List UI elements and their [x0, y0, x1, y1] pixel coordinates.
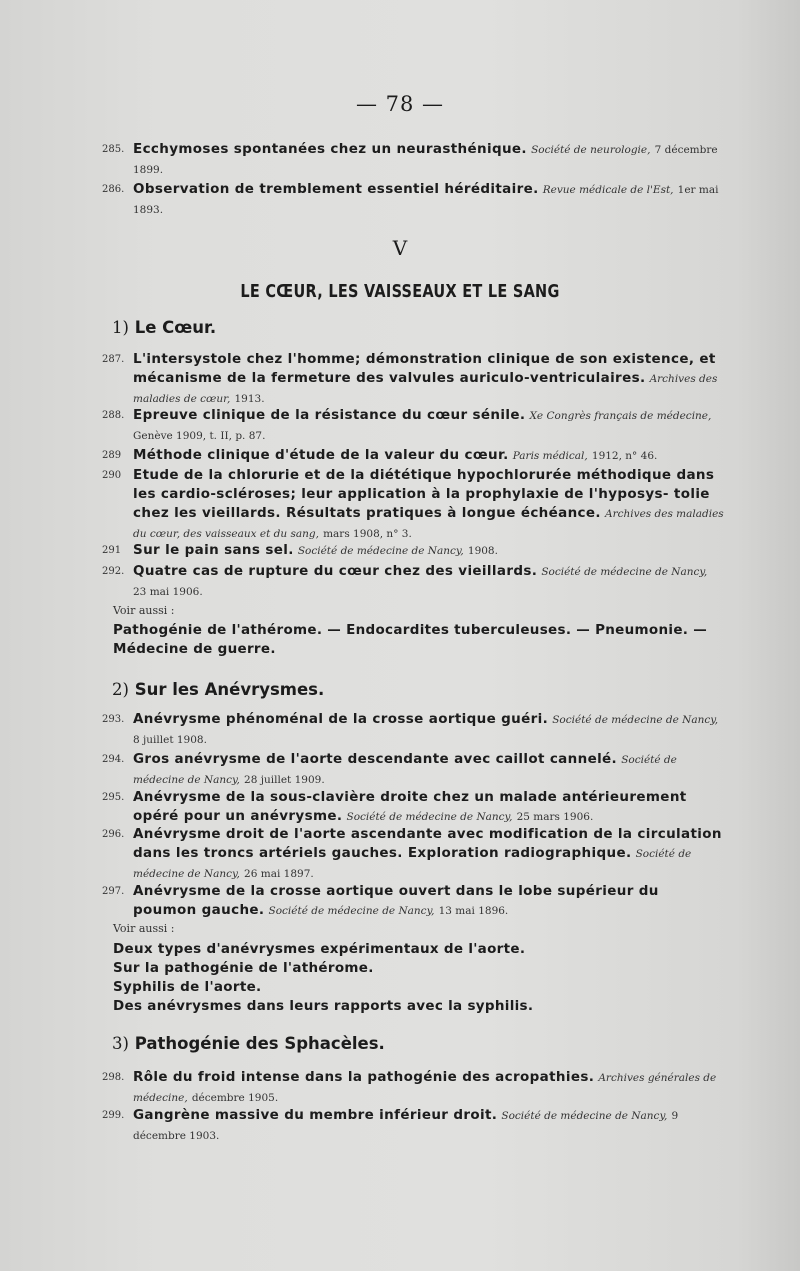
entry-number: 290 — [102, 470, 122, 481]
entry-number: 299. — [102, 1110, 125, 1121]
entry-details: 25 mars 1906. — [516, 811, 594, 823]
see-also-label: Voir aussi : — [113, 604, 175, 617]
see-also-item: Des anévrysmes dans leurs rapports avec la syphilis. — [113, 998, 534, 1014]
entry-number: 296. — [102, 829, 125, 840]
list-item — [102, 446, 724, 466]
entry-details: 8 juillet 1908. — [133, 734, 207, 746]
entry-number: 297. — [102, 886, 125, 897]
entry-details: 1913. — [234, 393, 265, 405]
entry-number: 288. — [102, 410, 125, 421]
entry-source: Société de médecine de Nancy, — [552, 714, 719, 726]
entry-title: Observation de tremblement essentiel héréditaire. — [133, 181, 539, 197]
entry-details: 13 mai 1896. — [438, 905, 509, 917]
subsection-title: Le Cœur. — [134, 318, 217, 337]
section-numeral: V — [392, 236, 408, 260]
entry-details: 26 mai 1897. — [244, 868, 314, 880]
entry-source: Archives des maladies de cœur, — [133, 373, 718, 405]
subsection-heading — [112, 680, 324, 699]
entry-number: 289 — [102, 450, 122, 461]
entry-source: Société de médecine de Nancy, — [501, 1110, 668, 1122]
entry-details: Genève 1909, t. II, p. 87. — [133, 430, 266, 442]
subsection-heading — [112, 318, 216, 337]
subsection-number: 1) — [112, 318, 129, 337]
entry-number: 298. — [102, 1072, 125, 1083]
page-number: — 78 — — [355, 92, 445, 116]
entry-source: Société de médecine de Nancy, — [541, 566, 708, 578]
entry-details: 1er mai 1893. — [133, 184, 719, 216]
entry-number: 286. — [102, 184, 125, 195]
entry-number: 291 — [102, 545, 122, 556]
subsection-number: 3) — [112, 1034, 129, 1053]
entry-title: Rôle du froid intense dans la pathogénie des acropathies. — [133, 1069, 595, 1085]
entry-details: mars 1908, n° 3. — [323, 528, 412, 540]
see-also-item: Syphilis de l'aorte. — [113, 979, 262, 995]
entry-details: 9 décembre 1903. — [133, 1110, 679, 1142]
list-item — [102, 180, 724, 220]
entry-title: Anévrysme de la sous-clavière droite chez un malade antérieurement opéré pour un anévrysme. — [133, 789, 687, 824]
subsection-title: Sur les Anévrysmes. — [134, 680, 325, 699]
subsection-heading — [112, 1034, 385, 1053]
entry-number: 293. — [102, 714, 125, 725]
entry-details: 1908. — [467, 545, 498, 557]
see-also-item: Sur la pathogénie de l'athérome. — [113, 960, 374, 976]
entry-title: Ecchymoses spontanées chez un neurasthénique. — [133, 141, 527, 157]
entry-title: Sur le pain sans sel. — [133, 542, 294, 558]
entry-title: Gros anévrysme de l'aorte descendante avec caillot cannelé. — [133, 751, 618, 767]
list-item — [102, 466, 724, 544]
entry-source: Société de médecine de Nancy, — [297, 545, 464, 557]
entry-title: Anévrysme de la crosse aortique ouvert dans le lobe supérieur du poumon gauche. — [133, 883, 659, 918]
subsection-title: Pathogénie des Sphacèles. — [134, 1034, 385, 1053]
subsection-number: 2) — [112, 680, 129, 699]
entry-source: Archives des maladies du cœur, des vaisseaux et du sang, — [133, 508, 724, 540]
list-item — [102, 406, 724, 446]
entry-number: 295. — [102, 792, 125, 803]
list-item — [102, 825, 724, 884]
entry-source: Société de neurologie, — [531, 144, 651, 156]
list-item — [102, 541, 724, 561]
list-item — [102, 750, 724, 790]
list-item — [102, 710, 724, 750]
entry-source: Société de médecine de Nancy, — [133, 848, 692, 880]
entry-details: 28 juillet 1909. — [244, 774, 325, 786]
entry-title: Epreuve clinique de la résistance du cœur sénile. — [133, 407, 526, 423]
entry-title: Anévrysme phénoménal de la crosse aortique guéri. — [133, 711, 549, 727]
see-also-label: Voir aussi : — [113, 922, 175, 935]
list-item — [102, 882, 724, 921]
entry-source: Paris médical, — [512, 450, 588, 462]
entry-number: 287. — [102, 354, 125, 365]
entry-source: Archives générales de médecine, — [133, 1072, 717, 1104]
entry-title: L'intersystole chez l'homme; démonstration clinique de son existence, et mécanisme de la fermeture des valvules auriculo-ventriculaires. — [133, 351, 716, 386]
entry-source: Xe Congrès français de médecine, — [529, 410, 712, 422]
list-item — [102, 788, 724, 827]
entry-title: Anévrysme droit de l'aorte ascendante avec modification de la circulation dans les troncs artériels gauches. Exploration radiographique. — [133, 826, 722, 861]
entry-details: 23 mai 1906. — [133, 586, 203, 598]
entry-source: Société de médecine de Nancy, — [346, 811, 513, 823]
entry-details: 1912, n° 46. — [591, 450, 658, 462]
entry-title: Etude de la chlorurie et de la diététique hypochlorurée méthodique dans les cardio-scléroses; leur application à la prophylaxie de l'hyposys- tolie chez les vieillards. Résultats pratiques à longue échéance. — [133, 467, 715, 521]
entry-number: 285. — [102, 144, 125, 155]
entry-title: Méthode clinique d'étude de la valeur du cœur. — [133, 447, 509, 463]
entry-source: Société de médecine de Nancy, — [268, 905, 435, 917]
list-item — [102, 562, 724, 602]
list-item — [102, 1068, 724, 1108]
see-also-item: Deux types d'anévrysmes expérimentaux de l'aorte. — [113, 941, 526, 957]
list-item — [102, 350, 724, 409]
entry-source: Société de médecine de Nancy, — [133, 754, 677, 786]
list-item — [102, 1106, 724, 1146]
entry-number: 292. — [102, 566, 125, 577]
entry-details: décembre 1905. — [191, 1092, 279, 1104]
entry-details: 7 décembre 1899. — [133, 144, 718, 176]
see-also-text: Pathogénie de l'athérome. — Endocardites tuberculeuses. — Pneumonie. — Médecine de guerre. — [113, 622, 708, 657]
entry-title: Gangrène massive du membre inférieur droit. — [133, 1107, 498, 1123]
section-title: LE CŒUR, LES VAISSEAUX ET LE SANG — [240, 282, 560, 302]
entry-number: 294. — [102, 754, 125, 765]
see-also-list — [113, 940, 733, 1016]
entry-source: Revue médicale de l'Est, — [542, 184, 674, 196]
entry-title: Quatre cas de rupture du cœur chez des vieillards. — [133, 563, 538, 579]
list-item — [102, 140, 724, 180]
